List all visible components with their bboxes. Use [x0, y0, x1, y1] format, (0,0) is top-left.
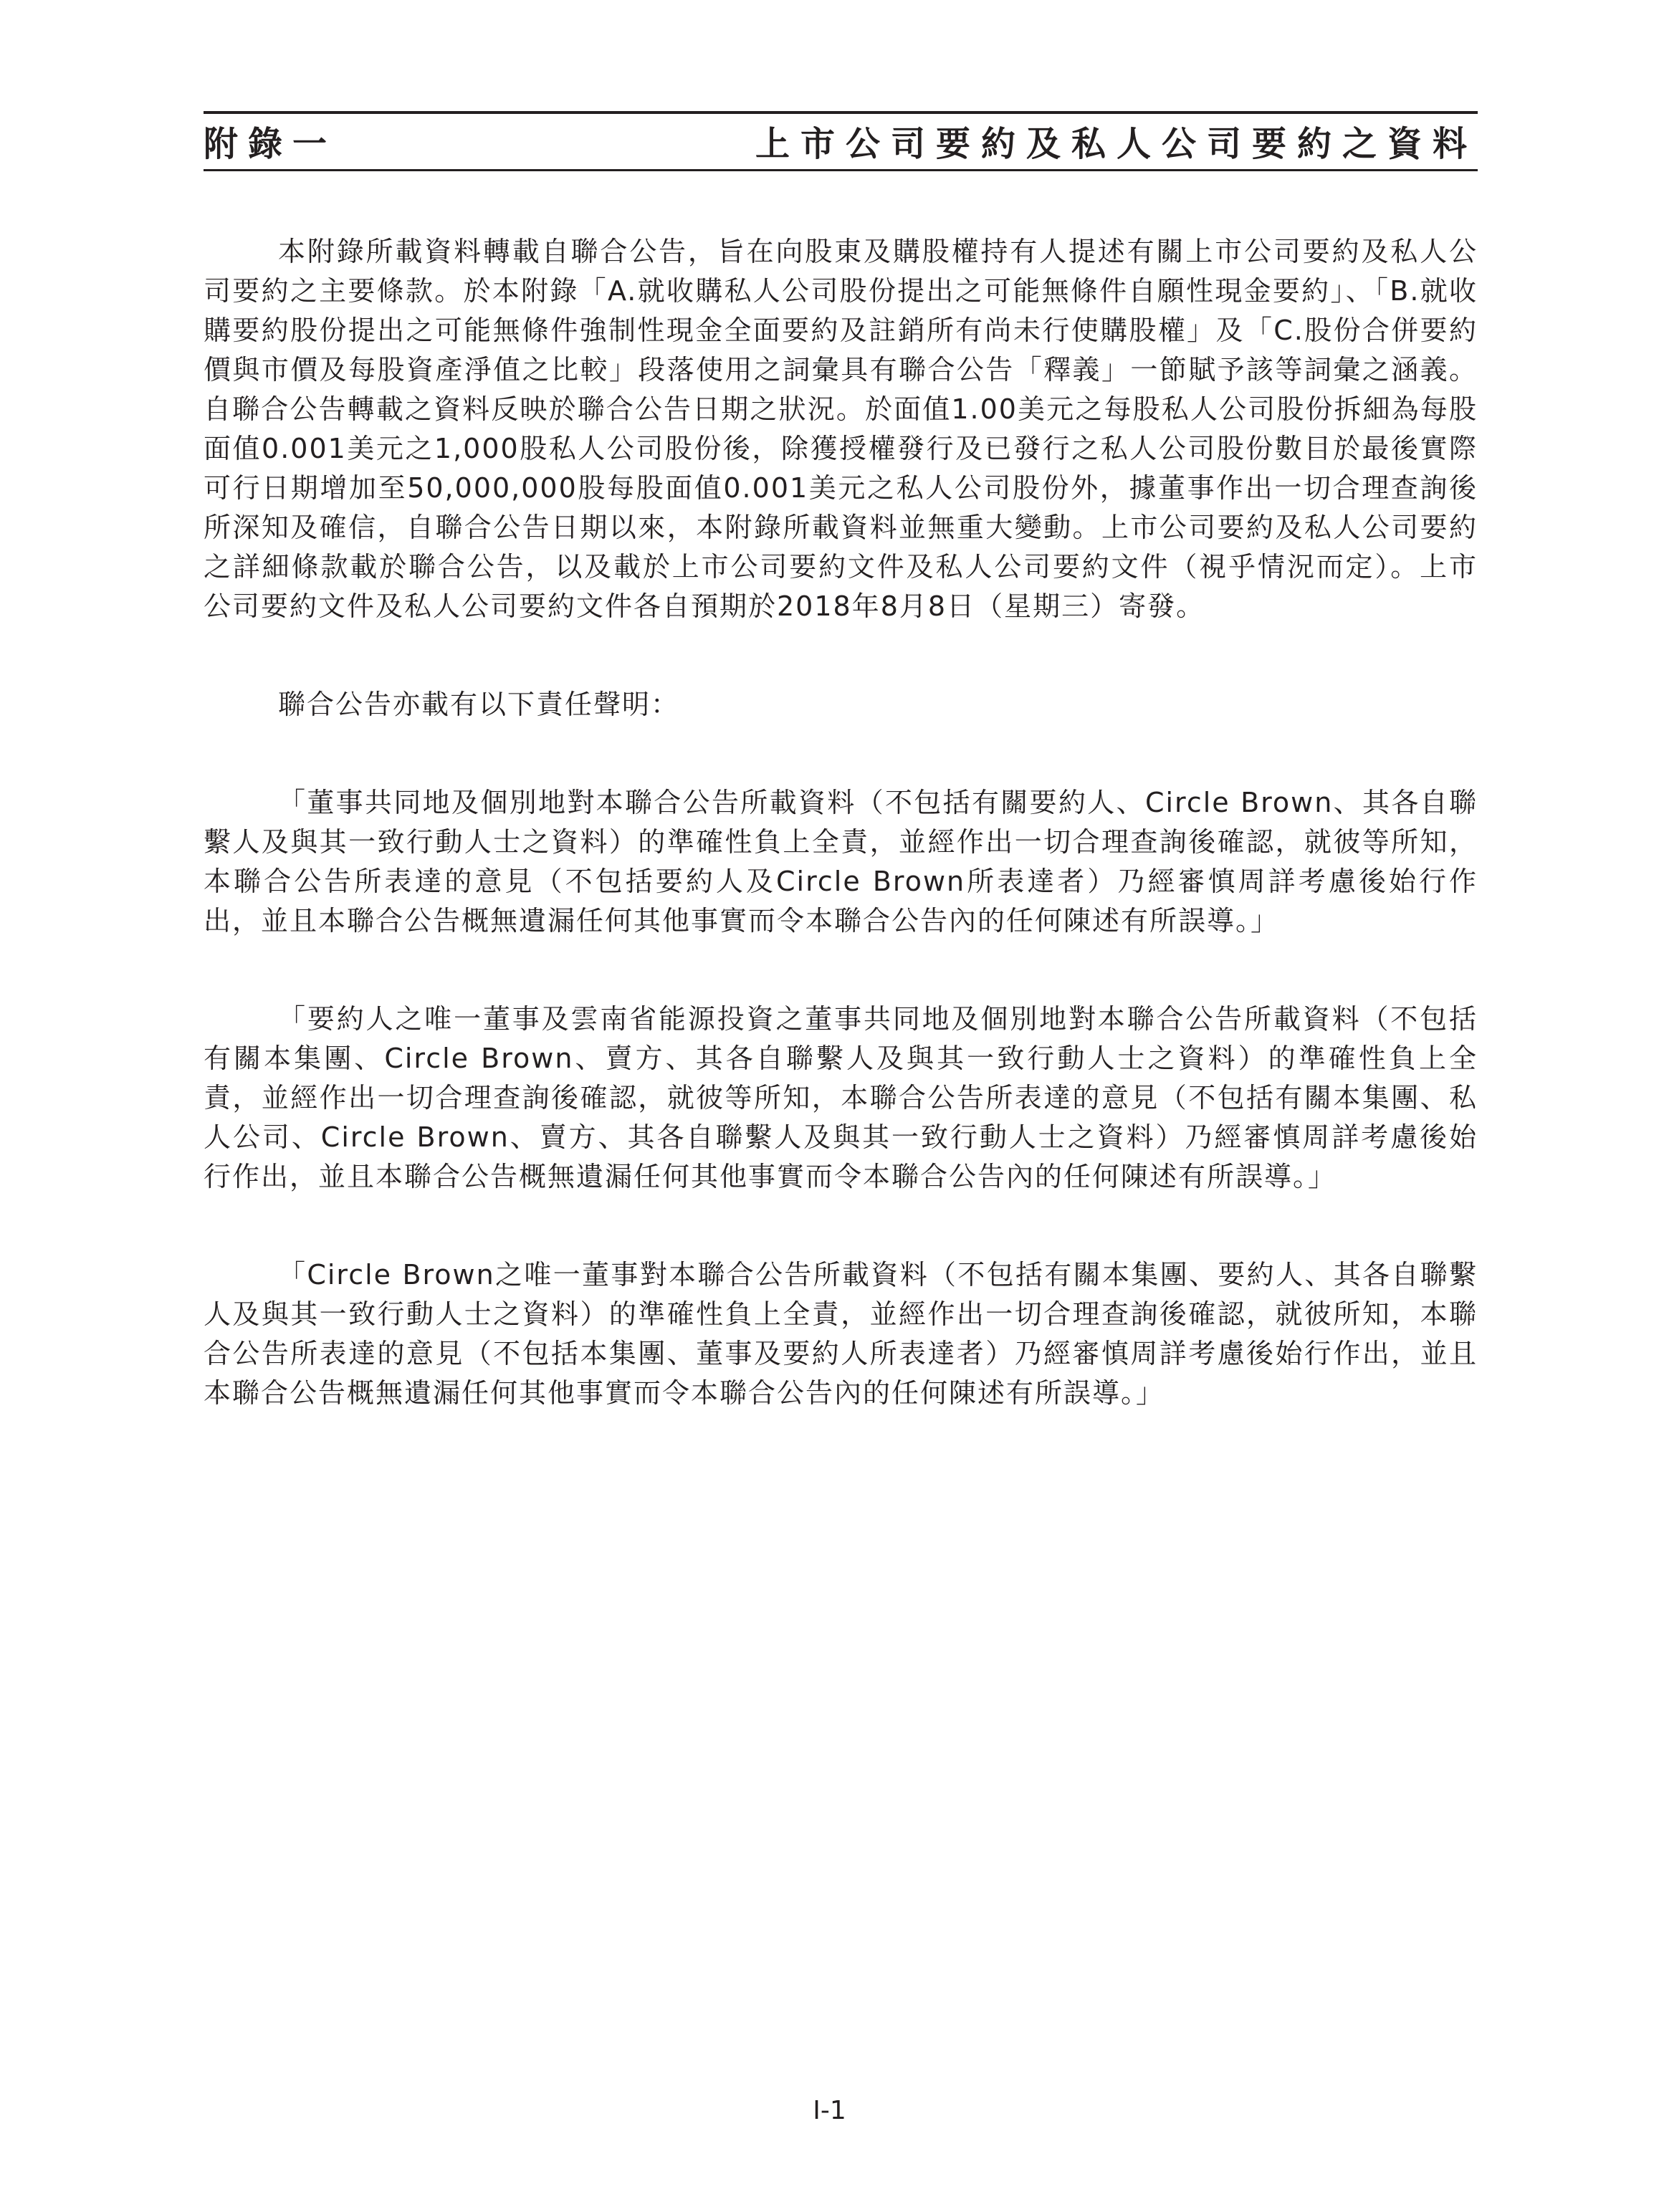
page-title: 上市公司要約及私人公司要約之資料 [755, 124, 1478, 164]
responsibility-intro: 聯合公告亦載有以下責任聲明： [278, 689, 680, 720]
header-top-rule [204, 111, 1478, 114]
appendix-label: 附錄一 [204, 124, 338, 164]
page-number: I-1 [813, 2096, 846, 2125]
header-bottom-rule [204, 169, 1478, 171]
intro-paragraph: 本附錄所載資料轉載自聯合公告，旨在向股東及購股權持有人提述有關上市公司要約及私人公司要約之主要條款。於本附錄「A.就收購私人公司股份提出之可能無條件自願性現金要約」、「B.就收購要約股份提出之可能無條件強制性現金全面要約及註銷所有尚未行使購股權」及「C.股份合併要約價與市價及每股資產淨值之比較」段落使用之詞彙具有聯合公告「釋義」一節賦予該等詞彙之涵義。自聯合公告轉載之資料反映於聯合公告日期之狀況。於面值1.00美元之每股私人公司股份拆細為每股面值0.001美元之1,000股私人公司股份後，除獲授權發行及已發行之私人公司股份數目於最後實際可行日期增加至50,000,000股每股面值0.001美元之私人公司股份外，據董事作出一切合理查詢後所深知及確信，自聯合公告日期以來，本附錄所載資料並無重大變動。上市公司要約及私人公司要約之詳細條款載於聯合公告，以及載於上市公司要約文件及私人公司要約文件（視乎情況而定）。上市公司要約文件及私人公司要約文件各自預期於2018年8月8日（星期三）寄發。 [204, 236, 1478, 622]
document-body [204, 232, 1478, 1472]
directors-statement: 「董事共同地及個別地對本聯合公告所載資料（不包括有關要約人、Circle Brown、其各自聯繫人及與其一致行動人士之資料）的準確性負上全責，並經作出一切合理查詢後確認，就彼等所知，本聯合公告所表達的意見（不包括要約人及Circle Brown所表達者）乃經審慎周詳考慮後始行作出，並且本聯合公告概無遺漏任何其他事實而令本聯合公告內的任何陳述有所誤導。」 [204, 787, 1478, 937]
offeror-director-statement: 「要約人之唯一董事及雲南省能源投資之董事共同地及個別地對本聯合公告所載資料（不包括有關本集團、Circle Brown、賣方、其各自聯繫人及與其一致行動人士之資料）的準確性負上全責，並經作出一切合理查詢後確認，就彼等所知，本聯合公告所表達的意見（不包括有關本集團、私人公司、Circle Brown、賣方、其各自聯繫人及與其一致行動人士之資料）乃經審慎周詳考慮後始行作出，並且本聯合公告概無遺漏任何其他事實而令本聯合公告內的任何陳述有所誤導。」 [204, 1003, 1478, 1192]
circle-brown-statement: 「Circle Brown之唯一董事對本聯合公告所載資料（不包括有關本集團、要約人、其各自聯繫人及與其一致行動人士之資料）的準確性負上全責，並經作出一切合理查詢後確認，就彼所知，本聯合公告所表達的意見（不包括本集團、董事及要約人所表達者）乃經審慎周詳考慮後始行作出，並且本聯合公告概無遺漏任何其他事實而令本聯合公告內的任何陳述有所誤導。」 [204, 1259, 1478, 1409]
